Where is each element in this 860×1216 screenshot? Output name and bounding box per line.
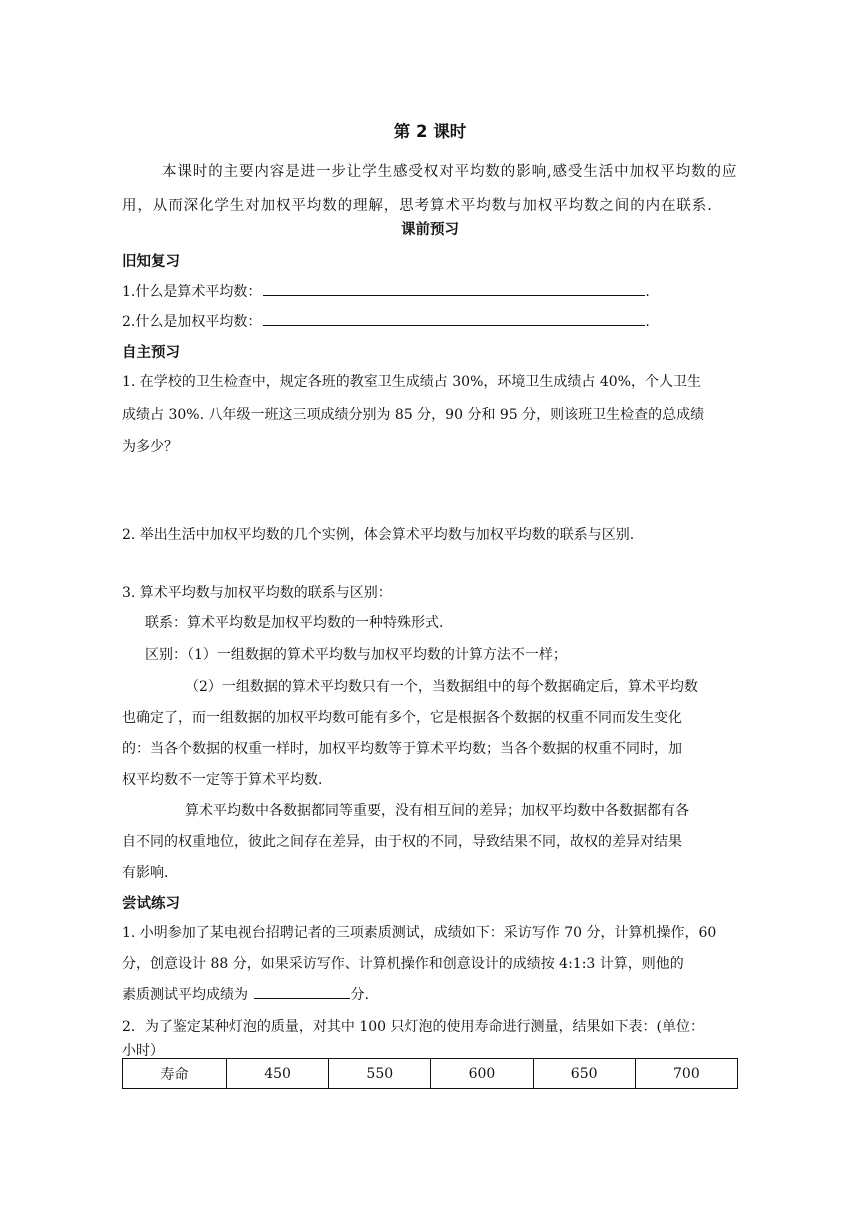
- table-cell: 450: [227, 1059, 329, 1089]
- practice-q1-line-2: 分，创意设计 88 分，如果采访写作、计算机操作和创意设计的成绩按 4:1:3 计算，则他的: [122, 956, 684, 972]
- intro-line-1: 本课时的主要内容是进一步让学生感受权对平均数的影响,感受生活中加权平均数的应: [162, 164, 738, 180]
- table-cell: 550: [329, 1059, 431, 1089]
- review-question-1-end: .: [645, 284, 650, 300]
- practice-q1-line-1: 1. 小明参加了某电视台招聘记者的三项素质测试，成绩如下：采访写作 70 分，计算机操作，60: [122, 925, 717, 941]
- table-row: [123, 1059, 738, 1089]
- summary-line-2: 自不同的权重地位，彼此之间存在差异，由于权的不同，导致结果不同，故权的差异对结果: [122, 834, 682, 850]
- score-answer-blank[interactable]: [254, 984, 350, 999]
- table-header-cell: 寿命: [123, 1059, 227, 1089]
- practice-q1-line-3-end: 分.: [350, 987, 369, 1003]
- difference-line-1: 区别：（1）一组数据的算术平均数与加权平均数的计算方法不一样；: [145, 647, 567, 663]
- difference-line-2-2: 也确定了，而一组数据的加权平均数可能有多个，它是根据各个数据的权重不同而发生变化: [122, 710, 682, 726]
- self-study-q3: 3. 算术平均数与加权平均数的联系与区别：: [122, 585, 392, 601]
- self-study-q1-line-1: 1. 在学校的卫生检查中，规定各班的教室卫生成绩占 30%，环境卫生成绩占 40%，个人卫生: [122, 374, 701, 390]
- self-study-q2: 2. 举出生活中加权平均数的几个实例，体会算术平均数与加权平均数的联系与区别.: [122, 527, 635, 543]
- table-cell: 700: [635, 1059, 737, 1089]
- relation-line: 联系：算术平均数是加权平均数的一种特殊形式.: [145, 615, 444, 631]
- review-question-1: [122, 281, 650, 301]
- difference-line-2-4: 权平均数不一定等于算术平均数.: [122, 772, 323, 788]
- practice-q1-line-3: [122, 984, 369, 1004]
- review-heading: 旧知复习: [122, 254, 180, 270]
- review-question-2-text: 2.什么是加权平均数：: [122, 314, 262, 330]
- review-question-2-end: .: [645, 314, 650, 330]
- answer-blank-2[interactable]: [263, 311, 645, 326]
- section-preview-heading: 课前预习: [401, 222, 459, 238]
- table-cell: 600: [431, 1059, 533, 1089]
- difference-line-2-3: 的：当各个数据的权重一样时，加权平均数等于算术平均数；当各个数据的权重不同时，加: [122, 741, 682, 757]
- intro-line-2: 用，从而深化学生对加权平均数的理解，思考算术平均数与加权平均数之间的内在联系.: [122, 198, 713, 214]
- table-cell: 650: [533, 1059, 635, 1089]
- practice-q2-line-1: 2．为了鉴定某种灯泡的质量，对其中 100 只灯泡的使用寿命进行测量，结果如下表：(单位：: [122, 1019, 704, 1035]
- difference-line-2-1: （2）一组数据的算术平均数只有一个，当数据组中的每个数据确定后，算术平均数: [185, 679, 698, 695]
- lifespan-table: [122, 1058, 738, 1089]
- answer-blank-1[interactable]: [263, 281, 645, 296]
- page-title: 第 2 课时: [393, 122, 467, 141]
- summary-line-3: 有影响.: [122, 865, 169, 881]
- self-study-q1-line-2: 成绩占 30%. 八年级一班这三项成绩分别为 85 分，90 分和 95 分，则该班卫生检查的总成绩: [122, 407, 705, 423]
- summary-line-1: 算术平均数中各数据都同等重要，没有相互间的差异；加权平均数中各数据都有各: [185, 803, 689, 819]
- practice-q1-line-3-text: 素质测试平均成绩为: [122, 987, 253, 1003]
- self-study-heading: 自主预习: [122, 345, 180, 361]
- self-study-q1-line-3: 为多少？: [122, 439, 178, 455]
- review-question-1-text: 1.什么是算术平均数：: [122, 284, 262, 300]
- practice-heading: 尝试练习: [122, 896, 180, 912]
- review-question-2: [122, 311, 650, 331]
- practice-q2-line-2: 小时）: [122, 1043, 164, 1059]
